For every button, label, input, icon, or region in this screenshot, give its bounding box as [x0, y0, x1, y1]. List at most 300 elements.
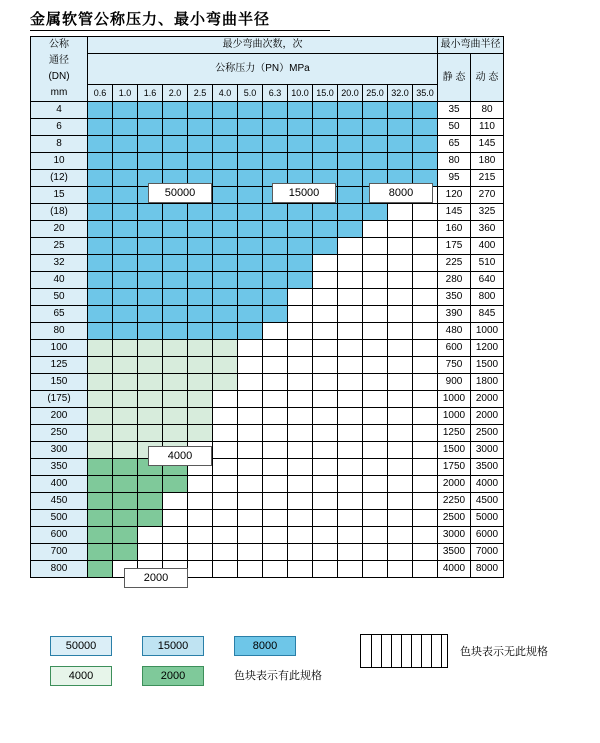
- cell-pn-10: [338, 374, 363, 391]
- cell-dynamic-radius: 2000: [471, 391, 504, 408]
- cell-pn-8: [288, 510, 313, 527]
- cell-pn-0: [88, 272, 113, 289]
- cell-pn-9: [313, 255, 338, 272]
- cell-pn-2: [138, 544, 163, 561]
- cell-pn-6: [238, 408, 263, 425]
- cell-pn-9: [313, 136, 338, 153]
- overlay-tag-8000: 8000: [369, 183, 433, 203]
- cell-pn-5: [213, 187, 238, 204]
- cell-pn-8: [288, 119, 313, 136]
- cell-dn: 450: [31, 493, 88, 510]
- cell-pn-4: [188, 408, 213, 425]
- cell-pn-2: [138, 323, 163, 340]
- cell-pn-3: [163, 544, 188, 561]
- page-title: 金属软管公称压力、最小弯曲半径: [30, 12, 271, 28]
- header-pn-col-1: 1.0: [113, 85, 138, 102]
- cell-pn-6: [238, 119, 263, 136]
- cell-pn-5: [213, 391, 238, 408]
- legend-swatch-2000: [142, 666, 204, 686]
- cell-dynamic-radius: 400: [471, 238, 504, 255]
- cell-pn-2: [138, 306, 163, 323]
- cell-pn-1: [113, 170, 138, 187]
- cell-pn-13: [413, 442, 438, 459]
- cell-pn-1: [113, 459, 138, 476]
- cell-pn-12: [388, 527, 413, 544]
- cell-pn-13: [413, 459, 438, 476]
- cell-pn-1: [113, 544, 138, 561]
- cell-pn-11: [363, 306, 388, 323]
- cell-pn-3: [163, 289, 188, 306]
- cell-static-radius: 2500: [438, 510, 471, 527]
- cell-pn-7: [263, 459, 288, 476]
- cell-pn-10: [338, 272, 363, 289]
- cell-pn-12: [388, 391, 413, 408]
- cell-static-radius: 280: [438, 272, 471, 289]
- cell-pn-12: [388, 238, 413, 255]
- cell-pn-5: [213, 119, 238, 136]
- cell-pn-6: [238, 102, 263, 119]
- cell-dn: 400: [31, 476, 88, 493]
- cell-pn-4: [188, 255, 213, 272]
- cell-dn: 500: [31, 510, 88, 527]
- cell-pn-1: [113, 408, 138, 425]
- header-pn-col-10: 20.0: [338, 85, 363, 102]
- overlay-tag-15000: 15000: [272, 183, 336, 203]
- cell-pn-5: [213, 323, 238, 340]
- cell-pn-12: [388, 408, 413, 425]
- cell-pn-10: [338, 408, 363, 425]
- legend-box-15000: 15000: [142, 636, 204, 656]
- cell-dn: 125: [31, 357, 88, 374]
- cell-pn-5: [213, 374, 238, 391]
- cell-pn-3: [163, 136, 188, 153]
- cell-pn-0: [88, 204, 113, 221]
- cell-static-radius: 65: [438, 136, 471, 153]
- cell-pn-7: [263, 136, 288, 153]
- cell-pn-0: [88, 306, 113, 323]
- cell-pn-8: [288, 459, 313, 476]
- cell-pn-7: [263, 289, 288, 306]
- cell-pn-4: [188, 306, 213, 323]
- cell-pn-11: [363, 119, 388, 136]
- cell-pn-9: [313, 527, 338, 544]
- cell-pn-4: [188, 289, 213, 306]
- header-pn-col-9: 15.0: [313, 85, 338, 102]
- table-row: [31, 476, 504, 493]
- cell-pn-6: [238, 476, 263, 493]
- cell-pn-6: [238, 323, 263, 340]
- header-pn-col-6: 5.0: [238, 85, 263, 102]
- header-dn-line-4: mm: [50, 87, 68, 98]
- cell-pn-4: [188, 527, 213, 544]
- cell-pn-1: [113, 306, 138, 323]
- cell-pn-11: [363, 391, 388, 408]
- cell-pn-1: [113, 425, 138, 442]
- cell-dn: 4: [31, 102, 88, 119]
- cell-dn: (12): [31, 170, 88, 187]
- header-dn-line-3: (DN): [48, 71, 70, 82]
- cell-pn-7: [263, 221, 288, 238]
- cell-pn-7: [263, 561, 288, 578]
- cell-pn-3: [163, 255, 188, 272]
- cell-pn-3: [163, 493, 188, 510]
- cell-pn-13: [413, 153, 438, 170]
- cell-pn-3: [163, 374, 188, 391]
- table-row: [31, 119, 504, 136]
- table-row: [31, 289, 504, 306]
- cell-pn-2: [138, 221, 163, 238]
- table-row: [31, 561, 504, 578]
- cell-pn-2: [138, 425, 163, 442]
- cell-pn-5: [213, 204, 238, 221]
- cell-pn-11: [363, 527, 388, 544]
- cell-dynamic-radius: 2000: [471, 408, 504, 425]
- cell-pn-9: [313, 153, 338, 170]
- cell-pn-8: [288, 238, 313, 255]
- cell-pn-11: [363, 510, 388, 527]
- cell-pn-12: [388, 272, 413, 289]
- cell-pn-6: [238, 510, 263, 527]
- cell-dynamic-radius: 4500: [471, 493, 504, 510]
- cell-pn-11: [363, 340, 388, 357]
- cell-dn: 300: [31, 442, 88, 459]
- cell-pn-2: [138, 374, 163, 391]
- cell-pn-5: [213, 221, 238, 238]
- cell-pn-4: [188, 340, 213, 357]
- cell-pn-5: [213, 136, 238, 153]
- table-row: [31, 442, 504, 459]
- cell-pn-11: [363, 221, 388, 238]
- cell-pn-7: [263, 425, 288, 442]
- header-row-1: [31, 37, 504, 54]
- cell-pn-10: [338, 306, 363, 323]
- cell-pn-3: [163, 357, 188, 374]
- cell-pn-8: [288, 476, 313, 493]
- cell-pn-11: [363, 255, 388, 272]
- cell-dynamic-radius: 110: [471, 119, 504, 136]
- cell-pn-3: [163, 153, 188, 170]
- cell-pn-13: [413, 238, 438, 255]
- cell-pn-12: [388, 204, 413, 221]
- header-dn-line-2: 通径: [49, 55, 69, 66]
- cell-static-radius: 35: [438, 102, 471, 119]
- cell-pn-1: [113, 476, 138, 493]
- cell-pn-2: [138, 119, 163, 136]
- cell-static-radius: 480: [438, 323, 471, 340]
- cell-pn-4: [188, 493, 213, 510]
- cell-pn-1: [113, 102, 138, 119]
- cell-pn-0: [88, 544, 113, 561]
- cell-pn-3: [163, 221, 188, 238]
- cell-pn-6: [238, 204, 263, 221]
- cell-pn-5: [213, 357, 238, 374]
- cell-pn-11: [363, 289, 388, 306]
- cell-dn: 65: [31, 306, 88, 323]
- cell-pn-9: [313, 289, 338, 306]
- cell-pn-11: [363, 153, 388, 170]
- cell-pn-8: [288, 272, 313, 289]
- cell-pn-12: [388, 221, 413, 238]
- cell-dynamic-radius: 800: [471, 289, 504, 306]
- cell-pn-1: [113, 272, 138, 289]
- cell-static-radius: 900: [438, 374, 471, 391]
- cell-pn-13: [413, 306, 438, 323]
- cell-static-radius: 1750: [438, 459, 471, 476]
- cell-pn-7: [263, 119, 288, 136]
- cell-pn-8: [288, 306, 313, 323]
- cell-pn-12: [388, 340, 413, 357]
- cell-pn-7: [263, 204, 288, 221]
- cell-dynamic-radius: 1800: [471, 374, 504, 391]
- cell-pn-1: [113, 510, 138, 527]
- cell-dn: (18): [31, 204, 88, 221]
- cell-pn-9: [313, 561, 338, 578]
- table-row: [31, 238, 504, 255]
- cell-pn-8: [288, 544, 313, 561]
- cell-pn-7: [263, 153, 288, 170]
- cell-static-radius: 2000: [438, 476, 471, 493]
- cell-pn-11: [363, 136, 388, 153]
- table-row: [31, 527, 504, 544]
- table-row: [31, 255, 504, 272]
- cell-pn-4: [188, 544, 213, 561]
- cell-pn-0: [88, 476, 113, 493]
- cell-dynamic-radius: 640: [471, 272, 504, 289]
- cell-pn-6: [238, 306, 263, 323]
- cell-pn-4: [188, 221, 213, 238]
- cell-pn-10: [338, 561, 363, 578]
- cell-pn-0: [88, 289, 113, 306]
- cell-pn-0: [88, 221, 113, 238]
- cell-pn-8: [288, 357, 313, 374]
- cell-dn: (175): [31, 391, 88, 408]
- cell-pn-13: [413, 544, 438, 561]
- legend-box-8000: 8000: [234, 636, 296, 656]
- cell-pn-1: [113, 374, 138, 391]
- cell-pn-10: [338, 391, 363, 408]
- legend-swatch-50000: [50, 636, 112, 656]
- cell-pn-1: [113, 238, 138, 255]
- cell-pn-10: [338, 459, 363, 476]
- cell-pn-3: [163, 391, 188, 408]
- cell-static-radius: 160: [438, 221, 471, 238]
- cell-pn-2: [138, 357, 163, 374]
- cell-pn-0: [88, 510, 113, 527]
- cell-pn-10: [338, 204, 363, 221]
- table-row: [31, 272, 504, 289]
- cell-pn-3: [163, 102, 188, 119]
- cell-dynamic-radius: 325: [471, 204, 504, 221]
- cell-pn-3: [163, 119, 188, 136]
- header-pn-col-5: 4.0: [213, 85, 238, 102]
- table-row: [31, 136, 504, 153]
- table-row: [31, 459, 504, 476]
- cell-pn-6: [238, 442, 263, 459]
- cell-pn-2: [138, 510, 163, 527]
- header-pn-col-12: 32.0: [388, 85, 413, 102]
- cell-pn-10: [338, 340, 363, 357]
- cell-pn-6: [238, 459, 263, 476]
- cell-dynamic-radius: 180: [471, 153, 504, 170]
- header-dn: [31, 37, 88, 102]
- cell-pn-10: [338, 153, 363, 170]
- cell-dn: 20: [31, 221, 88, 238]
- cell-pn-0: [88, 391, 113, 408]
- cell-pn-10: [338, 493, 363, 510]
- header-pn-col-0: 0.6: [88, 85, 113, 102]
- cell-pn-12: [388, 306, 413, 323]
- cell-pn-8: [288, 204, 313, 221]
- cell-static-radius: 50: [438, 119, 471, 136]
- cell-pn-0: [88, 459, 113, 476]
- cell-dn: 10: [31, 153, 88, 170]
- cell-pn-6: [238, 289, 263, 306]
- cell-pn-9: [313, 510, 338, 527]
- cell-pn-12: [388, 561, 413, 578]
- cell-pn-6: [238, 255, 263, 272]
- cell-dynamic-radius: 270: [471, 187, 504, 204]
- cell-pn-12: [388, 544, 413, 561]
- cell-dynamic-radius: 1500: [471, 357, 504, 374]
- cell-pn-13: [413, 561, 438, 578]
- specification-table: [30, 36, 504, 578]
- cell-dynamic-radius: 360: [471, 221, 504, 238]
- cell-pn-4: [188, 425, 213, 442]
- cell-pn-12: [388, 493, 413, 510]
- table-row: [31, 544, 504, 561]
- cell-pn-12: [388, 255, 413, 272]
- cell-pn-4: [188, 204, 213, 221]
- cell-pn-13: [413, 119, 438, 136]
- cell-pn-9: [313, 425, 338, 442]
- cell-pn-4: [188, 561, 213, 578]
- cell-pn-7: [263, 544, 288, 561]
- cell-pn-7: [263, 357, 288, 374]
- cell-pn-1: [113, 153, 138, 170]
- cell-dynamic-radius: 3000: [471, 442, 504, 459]
- cell-pn-12: [388, 289, 413, 306]
- cell-pn-10: [338, 510, 363, 527]
- cell-pn-8: [288, 408, 313, 425]
- cell-pn-7: [263, 272, 288, 289]
- cell-dynamic-radius: 80: [471, 102, 504, 119]
- cell-dn: 8: [31, 136, 88, 153]
- cell-dynamic-radius: 145: [471, 136, 504, 153]
- cell-pn-3: [163, 204, 188, 221]
- cell-pn-10: [338, 476, 363, 493]
- cell-pn-10: [338, 357, 363, 374]
- legend-box-2000: 2000: [142, 666, 204, 686]
- cell-pn-8: [288, 493, 313, 510]
- cell-pn-8: [288, 561, 313, 578]
- cell-pn-4: [188, 323, 213, 340]
- cell-pn-5: [213, 527, 238, 544]
- cell-pn-5: [213, 442, 238, 459]
- cell-pn-1: [113, 340, 138, 357]
- cell-pn-11: [363, 204, 388, 221]
- cell-pn-5: [213, 544, 238, 561]
- table-row: [31, 425, 504, 442]
- cell-pn-7: [263, 391, 288, 408]
- cell-dynamic-radius: 5000: [471, 510, 504, 527]
- cell-pn-8: [288, 391, 313, 408]
- cell-pn-4: [188, 374, 213, 391]
- cell-pn-5: [213, 476, 238, 493]
- table-row: [31, 323, 504, 340]
- table-row: [31, 306, 504, 323]
- cell-pn-3: [163, 340, 188, 357]
- header-dynamic: 动 态: [471, 54, 504, 102]
- header-row-2: [31, 54, 504, 85]
- cell-pn-6: [238, 272, 263, 289]
- cell-pn-5: [213, 102, 238, 119]
- cell-pn-4: [188, 102, 213, 119]
- header-static: 静 态: [438, 54, 471, 102]
- cell-pn-5: [213, 153, 238, 170]
- title-underline: [30, 30, 330, 31]
- cell-pn-2: [138, 102, 163, 119]
- cell-pn-5: [213, 493, 238, 510]
- legend-row-2: [30, 666, 570, 696]
- cell-pn-6: [238, 425, 263, 442]
- cell-pn-8: [288, 153, 313, 170]
- cell-pn-1: [113, 119, 138, 136]
- cell-pn-13: [413, 476, 438, 493]
- cell-pn-9: [313, 119, 338, 136]
- cell-static-radius: 2250: [438, 493, 471, 510]
- cell-pn-0: [88, 102, 113, 119]
- cell-pn-12: [388, 357, 413, 374]
- legend: [30, 636, 570, 696]
- cell-pn-2: [138, 340, 163, 357]
- cell-static-radius: 95: [438, 170, 471, 187]
- cell-pn-6: [238, 187, 263, 204]
- cell-pn-9: [313, 272, 338, 289]
- cell-pn-9: [313, 476, 338, 493]
- cell-dn: 15: [31, 187, 88, 204]
- cell-pn-9: [313, 357, 338, 374]
- cell-pn-2: [138, 408, 163, 425]
- overlay-tag-2000: 2000: [124, 568, 188, 588]
- cell-pn-11: [363, 476, 388, 493]
- cell-pn-9: [313, 544, 338, 561]
- cell-dn: 80: [31, 323, 88, 340]
- cell-pn-0: [88, 170, 113, 187]
- header-pn-col-3: 2.0: [163, 85, 188, 102]
- cell-dn: 50: [31, 289, 88, 306]
- cell-pn-10: [338, 136, 363, 153]
- cell-pn-10: [338, 170, 363, 187]
- cell-pn-0: [88, 119, 113, 136]
- cell-pn-4: [188, 272, 213, 289]
- cell-pn-9: [313, 221, 338, 238]
- cell-pn-11: [363, 561, 388, 578]
- cell-dn: 6: [31, 119, 88, 136]
- cell-dynamic-radius: 3500: [471, 459, 504, 476]
- cell-static-radius: 750: [438, 357, 471, 374]
- cell-pn-2: [138, 204, 163, 221]
- cell-pn-9: [313, 391, 338, 408]
- cell-pn-13: [413, 374, 438, 391]
- cell-pn-8: [288, 442, 313, 459]
- cell-pn-5: [213, 340, 238, 357]
- cell-pn-8: [288, 255, 313, 272]
- cell-pn-12: [388, 136, 413, 153]
- cell-pn-11: [363, 102, 388, 119]
- cell-dn: 40: [31, 272, 88, 289]
- cell-dn: 200: [31, 408, 88, 425]
- cell-pn-12: [388, 459, 413, 476]
